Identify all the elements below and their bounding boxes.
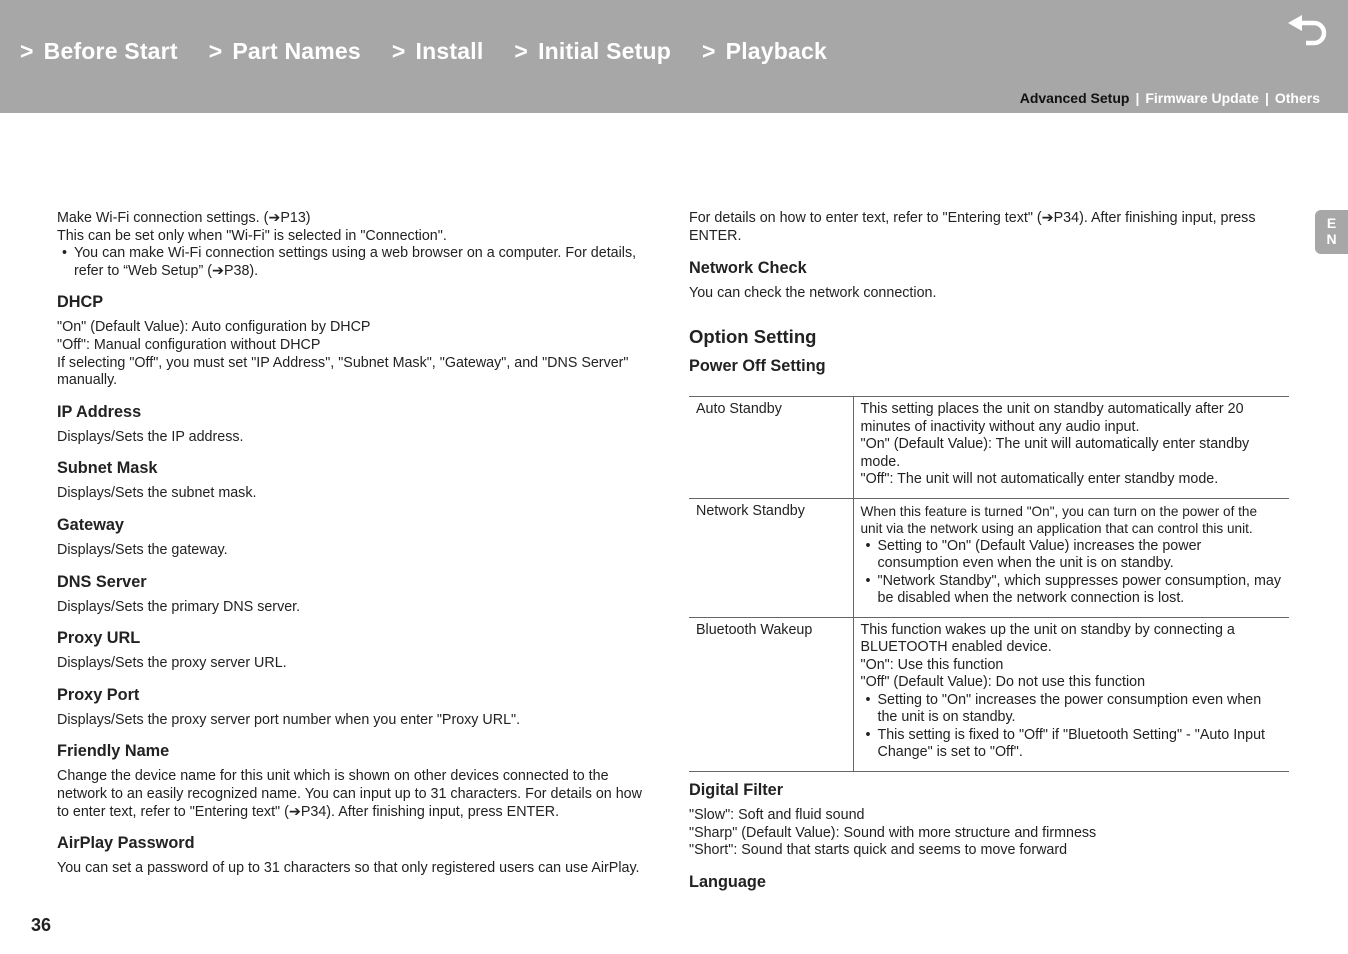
gateway-heading: Gateway <box>57 515 124 534</box>
nav-before-start[interactable]: > Before Start <box>20 38 178 64</box>
nav-install[interactable]: > Install <box>391 38 484 64</box>
airplay-password-desc: You can set a password of up to 31 characters so that only registered users can use AirPlay. <box>57 860 640 877</box>
bluetooth-wakeup-desc: This function wakes up the unit on standby by connecting a BLUETOOTH enabled device. "On": Use this function "Off" (Default Value): Do not use this function • Setting to "On" increases the power consumption even when the unit is on standby. • This setting is fixed to "Off" if "Bluetooth Setting" - "Auto Input Change" is set to "Off". <box>853 617 1289 771</box>
dns-server-heading: DNS Server <box>57 572 147 591</box>
friendly-name-desc: Change the device name for this unit which is shown on other devices connected to the network to an easily recognized name. You can input up to 31 characters. For details on how to enter text, refer to "Entering text" (➔P34). After finishing input, press ENTER. <box>57 768 642 820</box>
network-check-desc: You can check the network connection. <box>689 285 937 302</box>
airplay-password-heading: AirPlay Password <box>57 834 195 853</box>
subnet-mask-heading: Subnet Mask <box>57 459 158 478</box>
proxy-port-desc: Displays/Sets the proxy server port number when you enter "Proxy URL". <box>57 711 521 728</box>
bluetooth-wakeup-label: Bluetooth Wakeup <box>689 617 853 771</box>
wifi-web-setup-bullet: • You can make Wi-Fi connection settings using a web browser on a computer. For details, refer to “Web Setup” (➔P38). <box>57 245 657 280</box>
digital-filter-slow: "Slow": Soft and fluid sound <box>689 807 865 823</box>
table-row <box>689 397 1289 499</box>
digital-filter-heading: Digital Filter <box>689 781 784 799</box>
dhcp-off: "Off": Manual configuration without DHCP <box>57 336 321 353</box>
subnav-separator: | <box>1135 90 1140 106</box>
digital-filter-short: "Short": Sound that starts quick and seems to move forward <box>689 842 1068 859</box>
dhcp-note: If selecting "Off", you must set "IP Address", "Subnet Mask", "Gateway", and "DNS Server" manually. <box>57 354 629 389</box>
subnav-advanced-setup: Advanced Setup <box>1019 90 1130 106</box>
table-row <box>689 617 1289 771</box>
page-number: 36 <box>31 915 52 935</box>
proxy-port-heading: Proxy Port <box>57 685 140 704</box>
subnav-separator: | <box>1264 90 1269 106</box>
right-column <box>689 210 1289 376</box>
gateway-desc: Displays/Sets the gateway. <box>57 541 228 558</box>
proxy-url-desc: Displays/Sets the proxy server URL. <box>57 655 287 672</box>
ip-address-heading: IP Address <box>57 402 142 421</box>
proxy-url-heading: Proxy URL <box>57 629 141 648</box>
subnav-firmware-update[interactable]: Firmware Update <box>1145 90 1259 106</box>
power-off-setting-heading: Power Off Setting <box>689 356 826 375</box>
left-column <box>57 210 657 878</box>
wifi-intro-note: This can be set only when "Wi-Fi" is selected in "Connection". <box>57 227 447 244</box>
ip-address-desc: Displays/Sets the IP address. <box>57 428 244 445</box>
dns-server-desc: Displays/Sets the primary DNS server. <box>57 598 301 615</box>
subnav-others[interactable]: Others <box>1274 90 1320 106</box>
auto-standby-label: Auto Standby <box>689 397 853 499</box>
network-check-heading: Network Check <box>689 259 807 278</box>
network-standby-label: Network Standby <box>689 498 853 617</box>
auto-standby-desc: This setting places the unit on standby automatically after 20 minutes of inactivity without any audio input. "On" (Default Value): The unit will automatically enter standby mode. "Off": The unit will not automatically enter standby mode. <box>853 397 1289 499</box>
subnet-mask-desc: Displays/Sets the subnet mask. <box>57 485 257 502</box>
language-heading: Language <box>689 872 766 891</box>
network-standby-desc: When this feature is turned "On", you can turn on the power of the unit via the network using an application that can control this unit. • Setting to "On" (Default Value) increases the power consumption even when the unit is on standby. • "Network Standby", which suppresses power consumption, may be disabled when the network connection is lost. <box>853 498 1289 617</box>
wifi-intro: Make Wi-Fi connection settings. (➔P13) <box>57 210 311 226</box>
right-column-lower <box>689 780 1289 892</box>
sub-nav <box>1020 90 1320 106</box>
return-arrow-icon[interactable] <box>1286 14 1330 52</box>
option-setting-heading: Option Setting <box>689 325 817 347</box>
friendly-name-heading: Friendly Name <box>57 742 170 761</box>
nav-playback[interactable]: > Playback <box>702 38 827 64</box>
nav-part-names[interactable]: > Part Names <box>208 38 361 64</box>
main-nav <box>20 38 858 65</box>
language-tab: E N <box>1315 210 1348 254</box>
dhcp-on: "On" (Default Value): Auto configuration by DHCP <box>57 319 371 336</box>
digital-filter-sharp: "Sharp" (Default Value): Sound with more structure and firmness <box>689 824 1097 841</box>
entering-text-note: For details on how to enter text, refer to "Entering text" (➔P34). After finishing input, press ENTER. <box>689 210 1256 244</box>
dhcp-heading: DHCP <box>57 293 104 312</box>
header-bar <box>0 0 1348 113</box>
power-off-setting-table <box>689 396 1289 772</box>
nav-initial-setup[interactable]: > Initial Setup <box>514 38 672 64</box>
table-row <box>689 498 1289 617</box>
